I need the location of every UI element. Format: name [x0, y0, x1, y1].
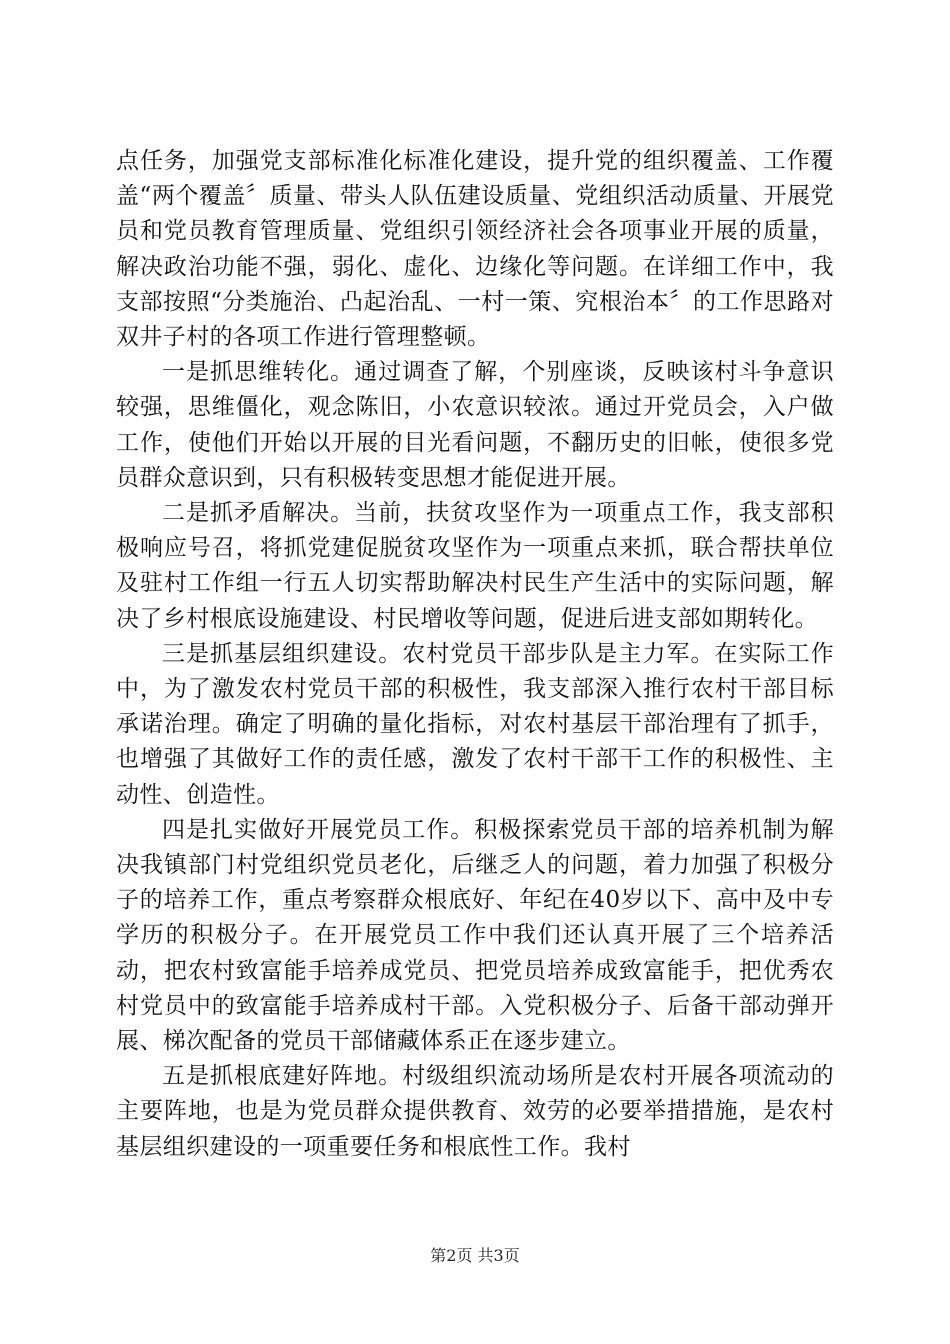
body-text	[116, 144, 834, 1165]
paragraph-continuation: 点任务，加强党支部标准化标准化建设，提升党的组织覆盖、工作覆盖“两个覆盖〞质量、带头人队伍建设质量、党组织活动质量、开展党员和党员教育管理质量、党组织引领经济社会各项事业开展的质量，解决政治功能不强，弱化、虚化、边缘化等问题。在详细工作中，我支部按照“分类施治、凸起治乱、一村一策、究根治本〞的工作思路对双井子村的各项工作进行管理整顿。	[116, 148, 834, 351]
paragraph-base-position: 五是抓根底建好阵地。村级组织流动场所是农村开展各项流动的主要阵地，也是为党员群众提供教育、效劳的必要举措措施，是农村基层组织建设的一项重要任务和根底性工作。我村	[116, 1063, 834, 1160]
paragraph-grassroots-organization: 三是抓基层组织建设。农村党员干部步队是主力军。在实际工作中，为了激发农村党员干部的积极性，我支部深入推行农村干部目标承诺治理。确定了明确的量化指标，对农村基层干部治理有了抓手，也增强了其做好工作的责任感，激发了农村干部干工作的积极性、主动性、创造性。	[116, 640, 834, 808]
paragraph-conflict-resolution: 二是抓矛盾解决。当前，扶贫攻坚作为一项重点工作，我支部积极响应号召，将抓党建促脱贫攻坚作为一项重点来抓，联合帮扶单位及驻村工作组一行五人切实帮助解决村民生产生活中的实际问题，解决了乡村根底设施建设、村民增收等问题，促进后进支部如期转化。	[116, 500, 834, 632]
page-number-footer: 第2页 共3页	[430, 1246, 520, 1265]
paragraph-party-member-development: 四是扎实做好开展党员工作。积极探索党员干部的培养机制为解决我镇部门村党组织党员老化，后继乏人的问题，着力加强了积极分子的培养工作，重点考察群众根底好、年纪在40岁以下、高中及中专学历的积极分子。在开展党员工作中我们还认真开展了三个培养活动，把农村致富能手培养成党员、把党员培养成致富能手，把优秀农村党员中的致富能手培养成村干部。入党积极分子、后备干部动弹开展、梯次配备的党员干部储藏体系正在逐步建立。	[116, 816, 834, 1055]
paragraph-thinking-transformation: 一是抓思维转化。通过调查了解，个别座谈，反映该村斗争意识较强，思维僵化，观念陈旧，小农意识较浓。通过开党员会，入户做工作，使他们开始以开展的目光看问题，不翻历史的旧帐，使很多党员群众意识到，只有积极转变思想才能促进开展。	[116, 359, 834, 491]
